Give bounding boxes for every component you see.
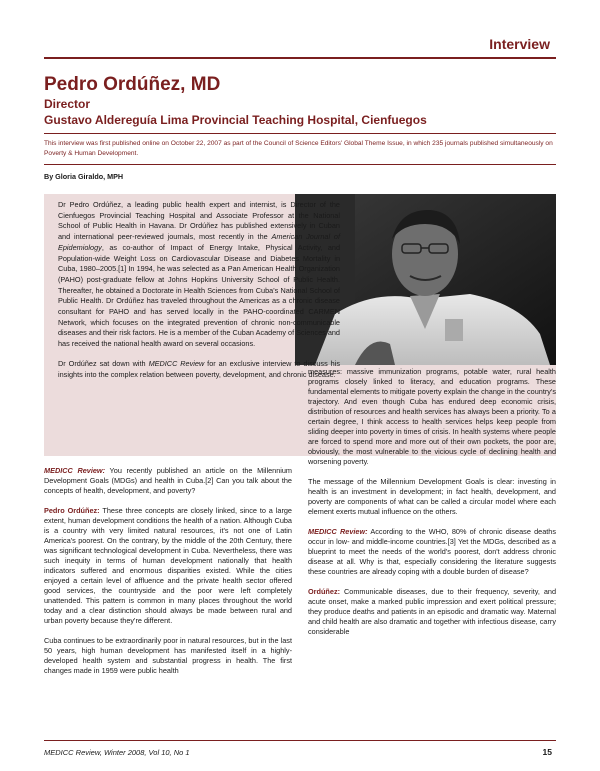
- intro-text: [58, 200, 340, 389]
- publication-note: This interview was first published online on October 22, 2007 as part of the Council of Science Editors' Global Theme Issue, in which 235 journals published simultaneously on Poverty & Human Development.: [44, 140, 553, 157]
- question-1: MEDICC Review: You recently published an article on the Millennium Development Goals (MDGs) and health in Cuba.[2] Can you talk about the concepts of health, development, and poverty?: [44, 466, 293, 495]
- note-rule: [44, 164, 556, 165]
- interviewee-affiliation: Gustavo Aldereguía Lima Provincial Teaching Hospital, Cienfuegos: [44, 113, 427, 127]
- intro-paragraph-1: Dr Pedro Ordúñez, a leading public health expert and internist, is Director of the Cienfuegos Provincial Teaching Hospital and Associate Professor at the National School of Public Health in Havana. Dr Ordúñez has published extensively in Cuban and international peer-reviewed journals, most recently in the American Journal of Epidemiology, as co-author of Impact of Energy Intake, Physical Activity, and Population-wide Weight Loss on Cardiovascular Disease and Diabetes Mortality in Cuba, 1980–2005.[1] In 1994, he was selected as a Pan American Health Organization (PAHO) post-graduate fellow at Johns Hopkins University School of Public Health. Thereafter, he obtained a Doctorate in Health Sciences from Cuba's National School of Public Health. Dr Ordúñez has traveled throughout the Americas as a chronic disease consultant for PAHO and has served locally in the PAHO-coordinated CARMEN Network, which focuses on the integrated prevention of chronic non-communicable diseases and their risk factors. He is a member of the Cuban Academy of Sciences and has received the national health award on several occasions.: [58, 200, 340, 349]
- interviewee-role: Director: [44, 97, 91, 111]
- mdg-paragraph: The message of the Millennium Development Goals is clear: investing in health is an investment in development; in fact health, development, and poverty are components of what can be called a circular model where each element exerts mutual influence on the others.: [308, 477, 556, 516]
- answer-1-continued: Cuba continues to be extraordinarily poor in natural resources, but in the last 50 years, high human development has manifested itself in a highly-developed health system and substantial progress in health. The first changes made in 1959 were public health: [44, 636, 292, 675]
- footer-citation: MEDICC Review, Winter 2008, Vol 10, No 1: [44, 748, 190, 757]
- intro-paragraph-2: Dr Ordúñez sat down with MEDICC Review for an exclusive interview to discuss his insights into the complex relation between poverty, development, and chronic disease.: [58, 358, 340, 379]
- header-rule: [44, 57, 556, 59]
- answer-1-continuation: measures: massive immunization programs, potable water, rural health programs closely linked to literacy, and education programs. These fundamental elements to mitigate poverty explain the change in the country's trajectory. And even though Cuba has endured deep economic crisis, distribution of resources and health services has always been a priority. To a certain degree, I think access to health services helps keep people from sliding deeper into poverty in times of crisis. In health systems where people are forced to spend more and more out of their own pockets, the poor are, obviously, the most vulnerable to the vicious cycle of declining health and worsening poverty.: [308, 367, 556, 466]
- footer-rule: [44, 740, 556, 741]
- interviewee-name: Pedro Ordúñez, MD: [44, 74, 221, 95]
- answer-2: Ordúñez: Communicable diseases, due to their frequency, severity, and acute onset, make a marked public impression and exert political pressure; they produce deaths and patients in an episodic and dramatic way. Maternal and child health are also dramatic and together with infectious disease, carry considerable: [308, 587, 556, 636]
- right-column: [308, 367, 556, 647]
- page-number: 15: [542, 747, 552, 757]
- byline: By Gloria Giraldo, MPH: [44, 172, 124, 181]
- question-2: MEDICC Review: According to the WHO, 80% of chronic disease deaths occur in low- and middle-income countries.[3] Yet the MDGs, described as a blueprint to meet the needs of the world's poorest, don't address chronic disease at all. Why is that, especially considering the literature suggests these countries are already coping with a double burden of disease?: [308, 527, 557, 576]
- section-label: Interview: [489, 36, 550, 52]
- left-column: [44, 466, 292, 686]
- answer-1: Pedro Ordúñez: These three concepts are closely linked, since to a large extent, human development conditions the health of a nation. Although Cuba is a country with very limited natural resources, it's not one of Latin America's poorest. On the contrary, by the middle of the 20th Century, there was significant technological development in Cuba. Nevertheless, there was such inequity in terms of human development nationally that health indicators suffered and enormous disparities existed. While the cities enjoyed a certain level of affluence and the private health sector offered good services, the countryside and the poor were left completely unattended. This pattern is common in many places throughout the world today and a clear distinction should always be made between rural and urban poverty because they're different.: [44, 506, 292, 625]
- title-rule: [44, 133, 556, 134]
